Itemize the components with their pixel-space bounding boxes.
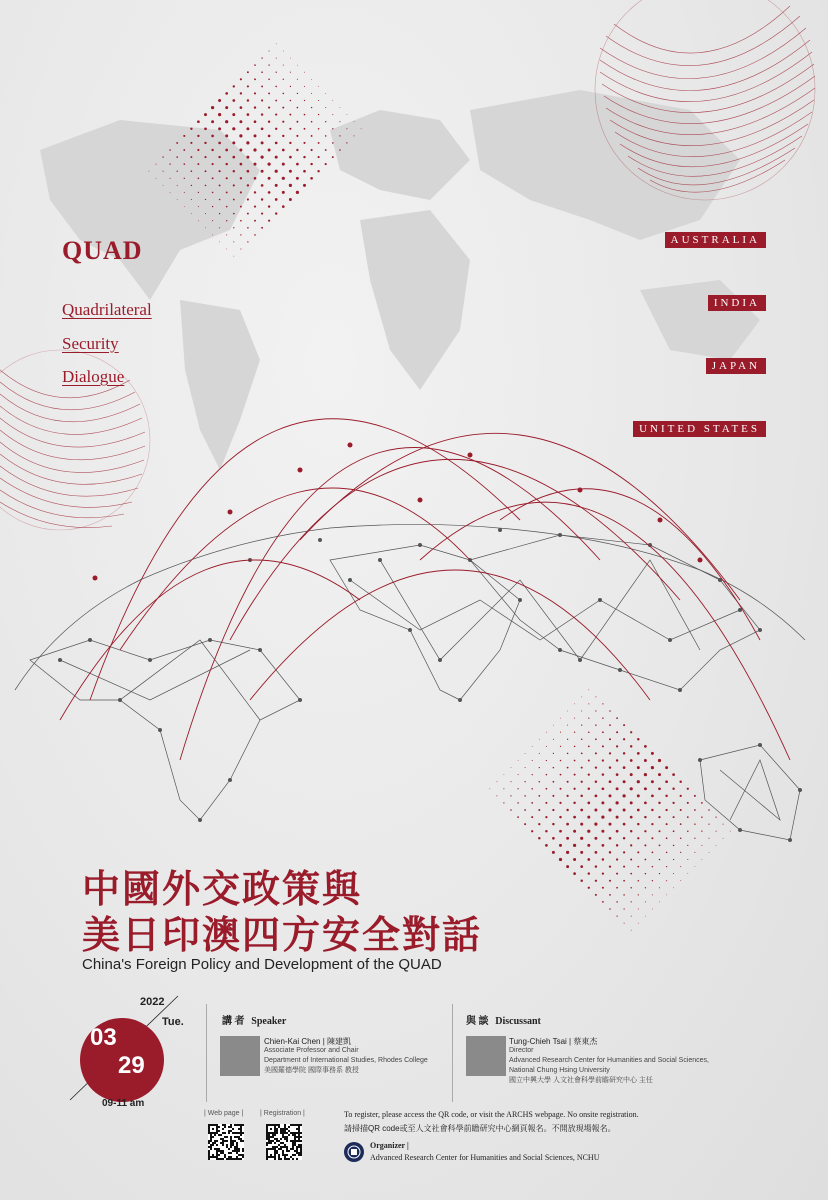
web-page-label: | Web page | xyxy=(204,1110,244,1117)
network-map xyxy=(15,524,805,840)
red-arcs xyxy=(60,419,790,760)
country-australia: AUSTRALIA xyxy=(665,232,766,248)
discussant-line-1: Director xyxy=(509,1047,534,1054)
title-en: China's Foreign Policy and Development of the QUAD xyxy=(82,956,442,973)
discussant-heading-en: Discussant xyxy=(495,1016,541,1027)
discussant-photo xyxy=(466,1036,506,1076)
country-japan: JAPAN xyxy=(706,358,766,374)
organizer-name: Advanced Research Center for Humanities and Social Sciences, NCHU xyxy=(370,1153,600,1162)
quad-word-security[interactable]: Security xyxy=(62,334,119,353)
divider-speaker xyxy=(206,1004,207,1102)
web-page-qr-code[interactable] xyxy=(208,1124,244,1160)
country-india: INDIA xyxy=(708,295,766,311)
date-month: 03 xyxy=(90,1024,117,1051)
dot-grid-bottom xyxy=(489,689,730,930)
registration-text-zh: 請掃描QR code或至人文社會科學前瞻研究中心網頁報名。不開放現場報名。 xyxy=(344,1124,616,1133)
registration-qr-code[interactable] xyxy=(266,1124,302,1160)
discussant-line-4: 國立中興大學 人文社會科學前瞻研究中心 主任 xyxy=(509,1077,653,1084)
discussant-name: Tung-Chieh Tsai | 蔡東杰 xyxy=(509,1037,598,1046)
divider-discussant xyxy=(452,1004,453,1102)
title-zh-line1: 中國外交政策與 xyxy=(82,866,363,911)
speaker-line-2: Department of International Studies, Rhodes College xyxy=(264,1057,428,1064)
nchu-logo-icon xyxy=(343,1141,365,1163)
registration-label: | Registration | xyxy=(260,1110,305,1117)
quad-word-dialogue[interactable]: Dialogue xyxy=(62,367,125,386)
quad-title: QUAD xyxy=(62,236,143,265)
speaker-heading-en: Speaker xyxy=(251,1016,287,1027)
speaker-line-3: 美國羅德學院 國際事務系 教授 xyxy=(264,1067,359,1074)
discussant-heading-zh: 與 談 xyxy=(466,1016,489,1027)
discussant-line-2: Advanced Research Center for Humanities and Social Sciences, xyxy=(509,1057,709,1064)
speaker-photo xyxy=(220,1036,260,1076)
date-weekday: Tue. xyxy=(162,1016,184,1028)
date-time: 09-11 am xyxy=(102,1098,145,1109)
organizer-label: Organizer | xyxy=(370,1141,409,1150)
title-zh-line2: 美日印澳四方安全對話 xyxy=(82,912,483,957)
date-year: 2022 xyxy=(140,996,165,1008)
arc-nodes xyxy=(93,443,703,581)
discussant-line-3: National Chung Hsing University xyxy=(509,1067,610,1074)
date-day: 29 xyxy=(118,1052,145,1079)
quad-word-quadrilateral[interactable]: Quadrilateral xyxy=(62,300,152,319)
country-united-states: UNITED STATES xyxy=(633,421,766,437)
world-map-silhouette xyxy=(40,90,760,470)
speaker-line-1: Associate Professor and Chair xyxy=(264,1047,359,1054)
network-nodes xyxy=(58,528,802,842)
speaker-name: Chien-Kai Chen | 陳建凱 xyxy=(264,1037,351,1046)
speaker-heading-zh: 講 者 xyxy=(222,1016,245,1027)
discussant-heading xyxy=(466,1012,541,1027)
speaker-heading xyxy=(222,1012,286,1027)
registration-text-en: To register, please access the QR code, or visit the ARCHS webpage. No onsite registration. xyxy=(344,1110,639,1119)
